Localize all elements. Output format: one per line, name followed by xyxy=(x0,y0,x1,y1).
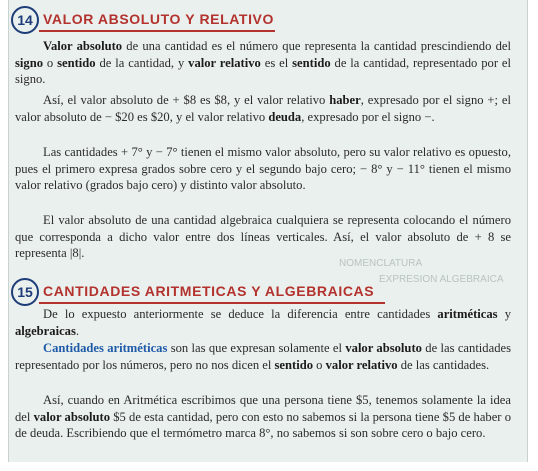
paragraph xyxy=(15,38,511,88)
section-title: CANTIDADES ARITMETICAS Y ALGEBRAICAS xyxy=(43,283,375,299)
text-run: De lo expuesto anteriormente se deduce la diferencia entre cantidades xyxy=(43,307,438,321)
text-run: El valor absoluto de una cantidad algebraica cualquiera se representa colocando el número que corresponda a dicho valor entre dos líneas verticales. Así, el valor absoluto de + 8 se representa |8|. xyxy=(15,213,511,261)
bold-term: haber xyxy=(329,93,361,107)
bold-term: valor absoluto xyxy=(33,409,111,424)
paragraph xyxy=(15,92,511,125)
definition-term: Cantidades aritméticas xyxy=(43,341,168,355)
bold-term: valor relativo xyxy=(325,357,398,372)
text-run: de la cantidad, representado por el signo. xyxy=(15,55,511,87)
text-run: de las cantidades representado por los números, pero no nos dicen el xyxy=(15,341,511,372)
text-run: o xyxy=(313,357,326,372)
text-run: son las que expresan solamente el xyxy=(167,341,346,355)
section-14-header xyxy=(9,6,527,32)
paragraph xyxy=(15,144,511,194)
bold-term: valor absoluto xyxy=(345,341,422,355)
text-run: o xyxy=(43,55,58,70)
bold-term: sentido xyxy=(57,55,96,70)
paragraph xyxy=(15,212,511,262)
paragraph xyxy=(15,340,511,373)
section-number: 15 xyxy=(11,278,39,306)
section-title: VALOR ABSOLUTO Y RELATIVO xyxy=(43,11,274,27)
book-page xyxy=(8,0,528,462)
title-underline xyxy=(39,30,275,32)
bold-term: valor relativo xyxy=(188,55,261,70)
text-run: Las cantidades + 7° y − 7° tienen el mismo valor absoluto, pero su valor relativo es opuesto, pues el primero expresa grados sobre cero y el segundo bajo cero; − 8° y − 11° tienen el mismo valor relativo (grados bajo cero) y distinto valor absoluto. xyxy=(15,145,511,193)
text-run: , expresado por el signo +; el valor absoluto de − $20 es $20, y el valor relativo xyxy=(15,93,511,124)
text-run: , expresado por el signo −. xyxy=(301,109,435,124)
text-run: de las cantidades. xyxy=(397,357,490,372)
text-run: es el xyxy=(260,55,293,70)
bold-term: Valor absoluto xyxy=(43,39,123,53)
bold-term: signo xyxy=(15,55,43,70)
text-run: $5 de esta cantidad, pero con esto no sabemos si la persona tiene $5 de haber o de deuda. Escribiendo que el termómetro marca 8°, no sabemos si son sobre cero o bajo cero. xyxy=(15,409,511,441)
bleed-text-expresion: EXPRESION ALGEBRAICA xyxy=(379,274,504,285)
text-run: . xyxy=(75,323,80,338)
text-run: Así, el valor absoluto de + $8 es $8, y el valor relativo xyxy=(43,93,330,107)
bold-term: deuda xyxy=(268,109,302,124)
bold-term: sentido xyxy=(292,55,331,70)
text-run: Así, cuando en Aritmética escribimos que una persona tiene $5, tenemos solamente la idea del xyxy=(15,393,511,424)
bleed-text-nomenclatura: NOMENCLATURA xyxy=(339,258,423,269)
paragraph xyxy=(15,392,511,442)
text-run: y xyxy=(497,307,511,321)
paragraph xyxy=(15,306,511,339)
title-underline xyxy=(39,302,385,304)
bold-term: aritméticas xyxy=(437,307,498,321)
bold-term: sentido xyxy=(274,357,314,372)
section-15-header xyxy=(9,278,527,304)
text-run: de una cantidad es el número que representa la cantidad prescindiendo del xyxy=(122,39,511,53)
bold-term: algebraicas xyxy=(15,323,76,338)
text-run: de la cantidad, y xyxy=(95,55,189,70)
section-number: 14 xyxy=(11,6,39,34)
